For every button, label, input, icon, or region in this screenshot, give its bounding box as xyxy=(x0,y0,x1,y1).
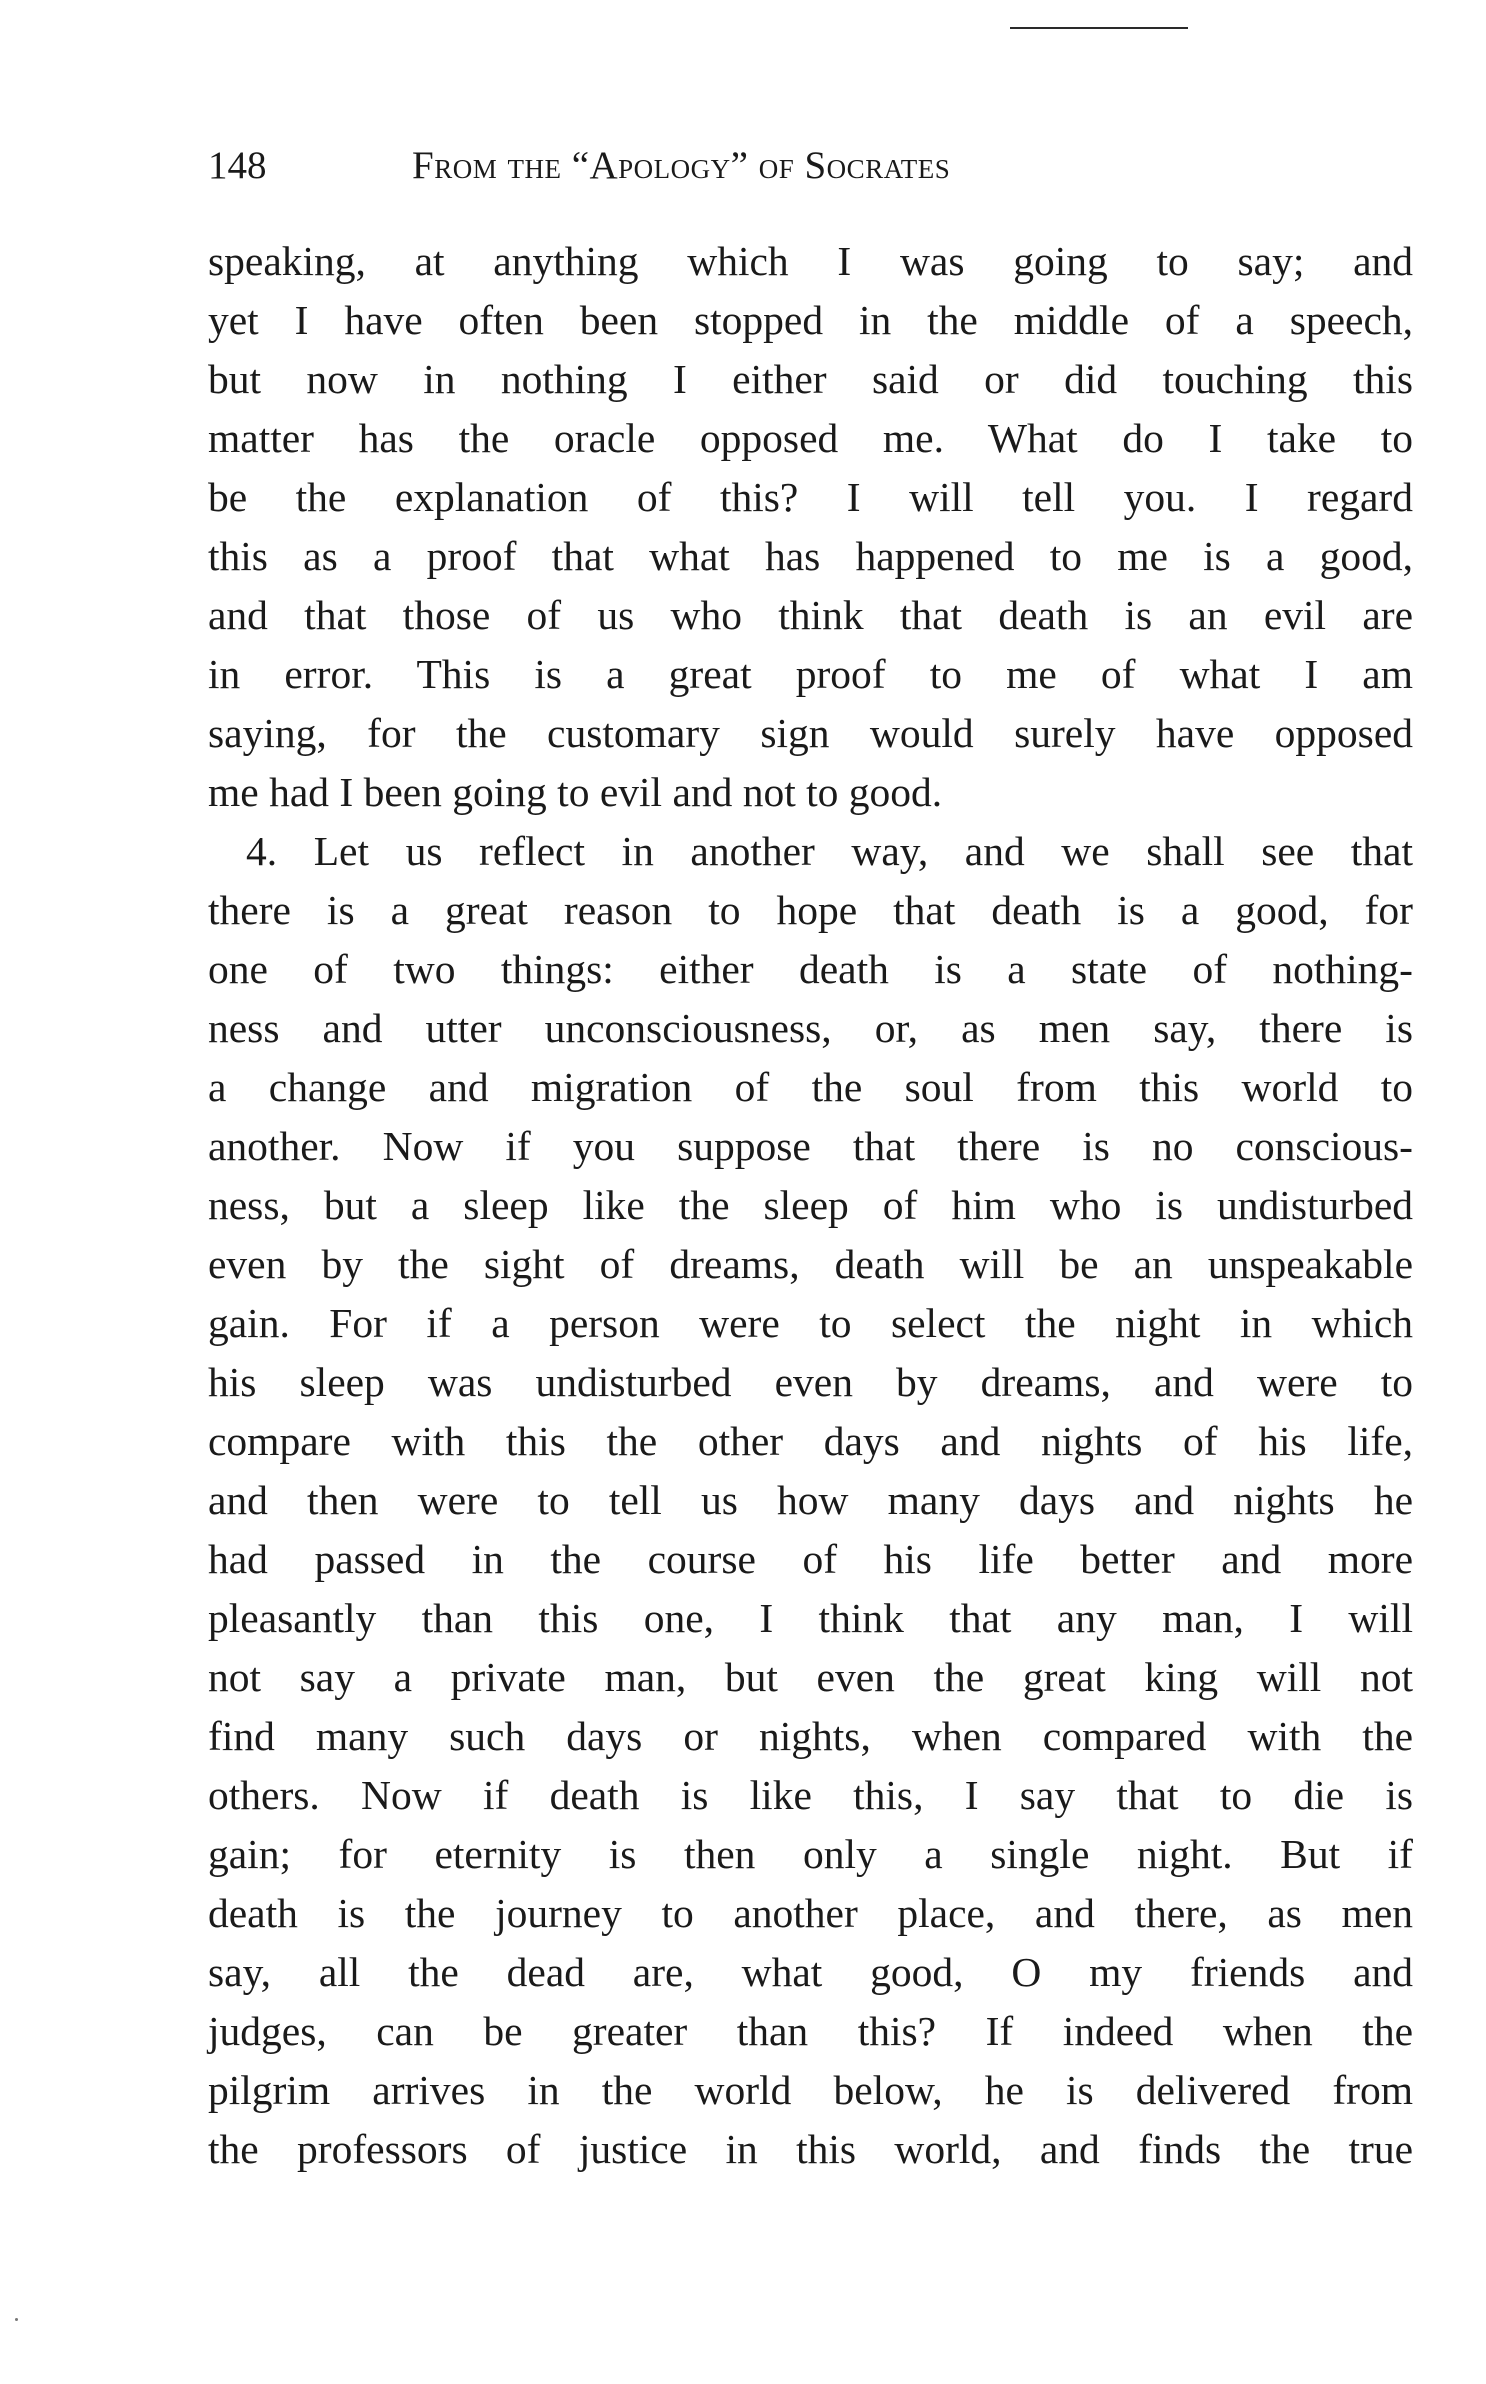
running-head xyxy=(208,138,1208,194)
text-line: had passed in the course of his life better and more xyxy=(208,1536,1413,1582)
text-line: not say a private man, but even the great king will not xyxy=(208,1654,1413,1700)
text-line: this as a proof that what has happened to me is a good, xyxy=(208,533,1413,579)
text-line: and that those of us who think that death is an evil are xyxy=(208,592,1413,638)
text-line: the professors of justice in this world, and finds the true xyxy=(208,2126,1413,2172)
text-line: another. Now if you suppose that there is no conscious- xyxy=(208,1123,1413,1169)
text-line: but now in nothing I either said or did touching this xyxy=(208,356,1413,402)
text-line: pleasantly than this one, I think that any man, I will xyxy=(208,1595,1413,1641)
text-line: ness and utter unconsciousness, or, as men say, there is xyxy=(208,1005,1413,1051)
text-line: me had I been going to evil and not to good. xyxy=(208,769,943,815)
text-line: his sleep was undisturbed even by dreams, and were to xyxy=(208,1359,1413,1405)
text-line: others. Now if death is like this, I say that to die is xyxy=(208,1772,1413,1818)
text-line: say, all the dead are, what good, O my friends and xyxy=(208,1949,1413,1995)
text-line: a change and migration of the soul from this world to xyxy=(208,1064,1413,1110)
top-rule xyxy=(1010,27,1188,29)
body-text xyxy=(208,232,1413,2179)
text-line: find many such days or nights, when compared with the xyxy=(208,1713,1413,1759)
text-line: death is the journey to another place, and there, as men xyxy=(208,1890,1413,1936)
page-number: 148 xyxy=(208,144,267,187)
running-title: From the “Apology” of Socrates xyxy=(412,144,951,187)
text-line: judges, can be greater than this? If indeed when the xyxy=(208,2008,1413,2054)
text-line: matter has the oracle opposed me. What do I take to xyxy=(208,415,1413,461)
text-line: speaking, at anything which I was going to say; and xyxy=(208,238,1413,284)
text-line: in error. This is a great proof to me of what I am xyxy=(208,651,1413,697)
text-line: one of two things: either death is a state of nothing- xyxy=(208,946,1413,992)
text-line: there is a great reason to hope that death is a good, for xyxy=(208,887,1413,933)
text-line: 4. Let us reflect in another way, and we shall see that xyxy=(246,828,1413,874)
text-line: ness, but a sleep like the sleep of him who is undisturbed xyxy=(208,1182,1413,1228)
text-line: gain. For if a person were to select the night in which xyxy=(208,1300,1413,1346)
text-line: yet I have often been stopped in the middle of a speech, xyxy=(208,297,1413,343)
text-line: saying, for the customary sign would surely have opposed xyxy=(208,710,1413,756)
text-line: pilgrim arrives in the world below, he is delivered from xyxy=(208,2067,1413,2113)
text-line: be the explanation of this? I will tell you. I regard xyxy=(208,474,1413,520)
text-line: even by the sight of dreams, death will be an unspeakable xyxy=(208,1241,1413,1287)
text-line: gain; for eternity is then only a single night. But if xyxy=(208,1831,1413,1877)
text-line: compare with this the other days and nights of his life, xyxy=(208,1418,1413,1464)
margin-speck xyxy=(15,2318,18,2321)
text-line: and then were to tell us how many days and nights he xyxy=(208,1477,1413,1523)
